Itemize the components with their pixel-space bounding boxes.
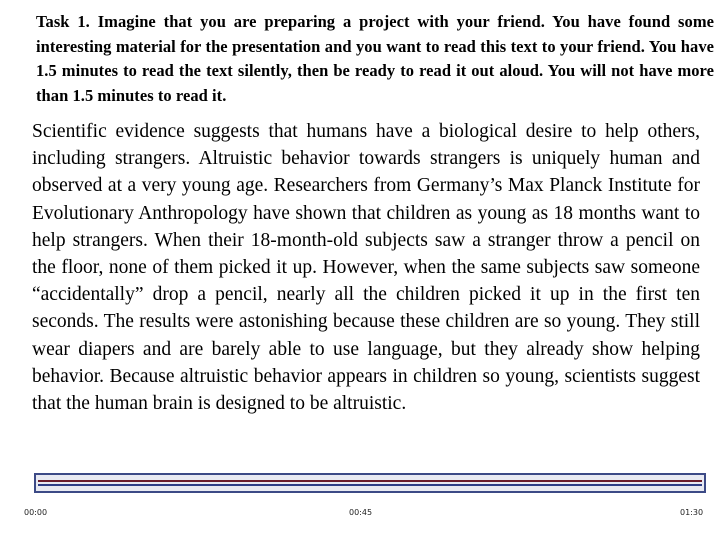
timer-mid-label: 00:45	[349, 508, 373, 517]
timer-progress-bar[interactable]	[34, 473, 706, 493]
timer-track	[34, 473, 706, 493]
timer-end-label: 01:30	[680, 508, 704, 517]
timer-stripe-blue	[38, 484, 702, 486]
task-instructions: Task 1. Imagine that you are preparing a project with your friend. You have found some interesting material for the presentation and you want to read this text to your friend. You have 1.5 minutes to read the text silently, then be ready to read it out aloud. You will not have more than 1.5 minutes to read it.	[36, 12, 714, 105]
reading-passage: Scientific evidence suggests that humans have a biological desire to help others, including strangers. Altruistic behavior towards strangers is uniquely human and observed at a very young age. Researchers from Germany’s Max Planck Institute for Evolutionary Anthropology have shown that children as young as 18 months want to help strangers. When their 18-month-old subjects saw a stranger throw a pencil on the floor, none of them picked it up. However, when the same subjects saw someone “accidentally” drop a pencil, nearly all the children picked it up in the first ten seconds. The results were astonishing because these children are so young. They still wear diapers and are barely able to use language, but they already show helping behavior. Because altruistic behavior appears in children so young, scientists suggest that the human brain is designed to be altruistic.	[32, 121, 700, 415]
timer-start-label: 00:00	[24, 508, 48, 517]
timer-stripe-red	[38, 480, 702, 482]
